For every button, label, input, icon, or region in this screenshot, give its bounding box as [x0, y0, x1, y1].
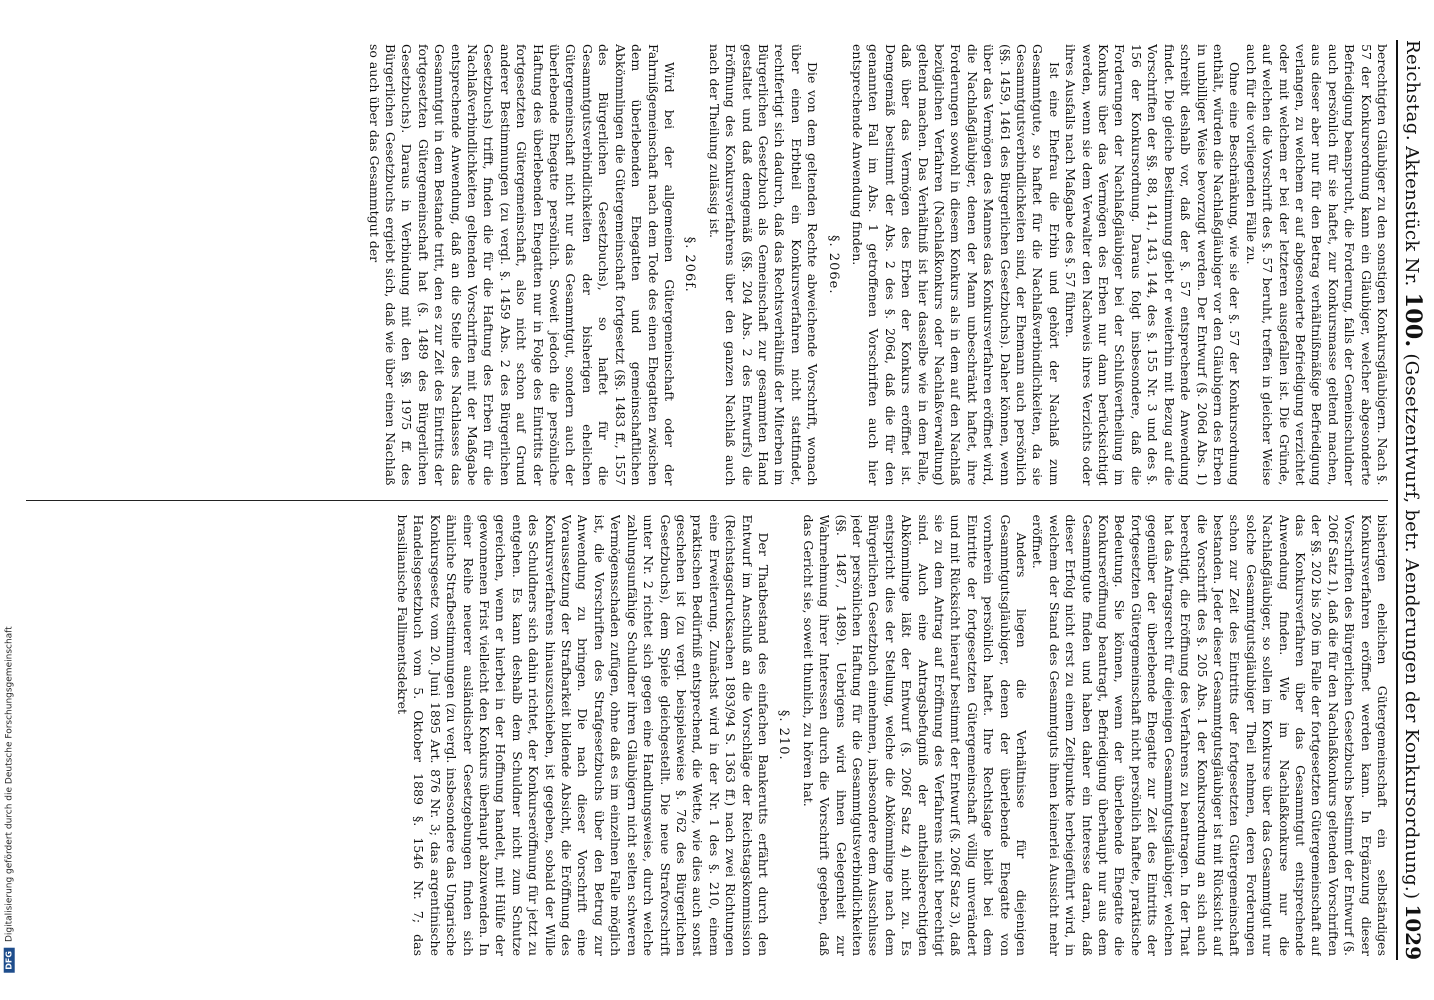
- digitization-note-text: Digitalisierung gefördert durch die Deutsche Forschungsgemeinschaft: [4, 625, 14, 942]
- header-number: 100.: [1400, 292, 1426, 348]
- paragraph: Wird bei der allgemeinen Gütergemeinschaft oder der Fahrnißgemeinschaft nach dem Tode des einen Ehegatten zwischen dem überlebenden Ehegatten und gemeinschaftlichen Abkömmlingen die Gütergemeinschaft fortgesetzt (§§. 1483 ff., 1557 des Bürgerlichen Gesetzbuchs), so haftet für die Gesammtgutsverbindlichkeiten der bisherigen ehelichen Gütergemeinschaft nicht nur das Gesammtgut, sondern auch der überlebende Ehegatte persönlich. Soweit jedoch die persönliche Haftung des überlebenden Ehegatten nur in Folge des Eintritts der fortgesetzten Gütergemeinschaft, also nicht schon auf Grund anderer Bestimmungen (zu vergl. §. 1459 Abs. 2 des Bürgerlichen Gesetzbuchs) trifft, finden die für die Haftung des Erben für die Nachlaßverbindlichkeiten geltenden Vorschriften mit der Maßgabe entsprechende Anwendung, daß an die Stelle des Nachlasses das Gesammtgut in dem Bestande tritt, den es zur Zeit des Eintritts der fortgesetzten Gütergemeinschaft hat (§. 1489 des Bürgerlichen Gesetzbuchs). Daraus in Verbindung mit den §§. 1975 ff. des Bürgerlichen Gesetzbuchs ergiebt sich, daß wie über einen Nachlaß so auch über das Gesammtgut der: [366, 44, 677, 486]
- dfg-logo: DFG: [4, 948, 15, 973]
- section-heading-206f: §. 206f.: [682, 236, 698, 293]
- right-column: [24, 515, 1390, 957]
- left-column: [24, 44, 1390, 486]
- header-center-prefix: Aktenstück Nr.: [1401, 146, 1422, 287]
- paragraph: Die von dem geltenden Rechte abweichende Vorschrift, wonach über einen Erbtheil ein Konkursverfahren nicht stattfindet, rechtfertigt sich dadurch, daß das Rechtsverhältniß der Miterben im Bürgerlichen Gesetzbuch als Gemeinschaft zur gesammten Hand gestaltet und daß demgemäß (§§. 204 Abs. 2 des Entwurfs) die Eröffnung des Konkursverfahrens über den ganzen Nachlaß auch nach der Theilung zulässig ist.: [706, 44, 821, 486]
- paragraph: Der Thatbestand des einfachen Bankerutts erfährt durch den Entwurf im Anschluß an die Vorschläge der Reichstagskommission (Reichstagsdrucksachen 1893/94 S. 1363 ff.) nach zwei Richtungen eine Erweiterung. Zunächst wird in der Nr. 1 des §. 210, einem praktischen Bedürfniß entsprechend, die Wette, wie dies auch sonst geschehen ist (zu vergl. beispielsweise §. 762 des Bürgerlichen Gesetzbuchs), dem Spiele gleichgestellt. Die neue Strafvorschrift unter Nr. 2 richtet sich gegen eine Handlungsweise, durch welche zahlungsunfähige Schuldner ihren Gläubigern nicht selten schweren Vermögensschaden zufügen, ohne daß es im einzelnen Falle möglich ist, die Vorschriften des Strafgesetzbuchs über den Betrug zur Anwendung zu bringen. Die nach dieser Vorschrift eine Voraussetzung der Strafbarkeit bildende Absicht, die Eröffnung des Konkursverfahrens hinauszuschieben, ist gegeben, sobald der Wille des Schuldners sich dahin richtet, der Konkurseröffnung für jetzt zu entgehen. Es kann deshalb dem Schuldner nicht zum Schutze gereichen, wenn er hierbei in der Hoffnung handelt, mit Hülfe der gewonnenen Frist vielleicht den Konkurs überhaupt abzuwenden. In einer Reihe neuerer ausländischer Gesetzgebungen finden sich ähnliche Strafbestimmungen (zu vergl. insbesondere das Ungarische Konkursgesetz vom 20. Juni 1895 Art. 876 Nr. 3; das argentinische Handelsgesetzbuch vom 5. Oktober 1889 §. 1546 Nr. 7; das brasilianische Fallimentsdekret: [395, 514, 771, 956]
- paragraph: bisherigen ehelichen Gütergemeinschaft ein selbständiges Konkursverfahren eröffnet werden kann. In Ergänzung dieser Vorschriften des Bürgerlichen Gesetzbuchs bestimmt der Entwurf (§. 206f Satz 1), daß die für den Nachlaßkonkurs geltenden Vorschriften der §§. 202 bis 206 im Falle der fortgesetzten Gütergemeinschaft auf das Konkursverfahren über das Gesammtgut entsprechende Anwendung finden. Wie im Nachlaßkonkurse nur die Nachlaßgläubiger, so sollen im Konkurse über das Gesammtgut nur solche Gesammtgutsgläubiger Theil nehmen, deren Forderungen schon zur Zeit des Eintritts der fortgesetzten Gütergemeinschaft bestanden. Jeder dieser Gesammtgutsgläubiger ist mit Rücksicht auf die Vorschrift des §. 205 Abs. 1 der Konkursordnung an sich auch berechtigt, die Eröffnung des Verfahrens zu beantragen. In der That hat das Antragsrecht für diejenigen Gesammtgutsgläubiger, welchen gegenüber der überlebende Ehegatte zur Zeit des Eintritts der fortgesetzten Gütergemeinschaft nicht persönlich haftete, praktische Bedeutung. Sie können, wenn der überlebende Ehegatte die Konkurseröffnung beantragt, Befriedigung überhaupt nur aus dem Gesammtgute finden und haben daher ein Interesse daran, daß dieser Erfolg nicht erst zu einem Zeitpunkte herbeigeführt wird, in welchem der Stand des Gesammtguts ihnen keinerlei Aussicht mehr eröffnet.: [1030, 514, 1390, 956]
- header-center: [1400, 146, 1426, 899]
- paragraph: Anders liegen die Verhältnisse für diejenigen Gesammtgutsgläubiger, denen der überlebende Ehegatte von vornherein persönlich haftet. Ihre Rechtslage bleibt bei dem Eintritte der fortgesetzten Gütergemeinschaft völlig unverändert und mit Rücksicht hierauf bestimmt der Entwurf (§. 206f Satz 3), daß sie zu dem Antrag auf Eröffnung des Verfahrens nicht berechtigt sind. Auch eine Antragsbefugniß der antheilsberechtigten Abkömmlinge läßt der Entwurf (§. 206f Satz 4) nicht zu. Es entspricht dies der Stellung, welche die Abkömmlinge nach dem Bürgerlichen Gesetzbuch einnehmen, insbesondere dem Ausschlusse jeder persönlichen Haftung für die Gesammtgutsverbindlichkeiten (§§. 1487, 1489). Uebrigens wird ihnen Gelegenheit zur Wahrnehmung ihrer Interessen durch die Vorschrift gegeben, daß das Gericht sie, soweit thunlich, zu hören hat.: [800, 514, 1030, 956]
- running-head: [1396, 40, 1428, 960]
- page-number: 1029: [1401, 904, 1425, 960]
- header-left: Reichstag.: [1402, 40, 1424, 142]
- section-heading-210: §. 210.: [776, 709, 792, 761]
- paragraph: Ohne eine Beschränkung, wie sie der §. 57 der Konkursordnung enthält, würden die Nachlaßgläubiger vor den Gläubigern des Erben in unbilliger Weise bevorzugt werden. Der Entwurf (§. 206d Abs. 1) schreibt deshalb vor, daß der §. 57 entsprechende Anwendung findet. Die gleiche Bestimmung giebt er weiterhin mit Bezug auf die Vorschriften der §§. 88, 141, 143, 144, des §. 155 Nr. 3 und des §. 156 der Konkursordnung. Daraus folgt insbesondere, daß die Forderungen der Nachlaßgläubiger bei der Schlußvertheilung im Konkurs über das Vermögen des Erben nur dann berücksichtigt werden, wenn sie dem Verwalter den Nachweis ihres Verzichts oder ihres Ausfalls nach Maßgabe des §. 57 führen.: [1063, 44, 1243, 486]
- text-columns: [24, 44, 1390, 956]
- column-divider: [26, 500, 1388, 501]
- header-center-suffix: (Gesetzentwurf, betr. Aenderungen der Konkursordnung.): [1401, 353, 1422, 900]
- rotated-page: [8, 0, 1434, 1000]
- paragraph: berechtigten Gläubiger zu den sonstigen Konkursgläubigern. Nach §. 57 der Konkursordnung kann ein Gläubiger, welcher abgesonderte Befriedigung beansprucht, die Forderung, falls der Gemeinschuldner auch persönlich für sie haftet, zur Konkursmasse geltend machen, aus dieser aber nur für den Betrag verhältnißmäßige Befriedigung verlangen, zu welchem er auf abgesonderte Befriedigung verzichtet oder mit welchem er bei der letzteren ausgefallen ist. Die Gründe, auf welchen die Vorschrift des §. 57 beruht, treffen in gleicher Weise auch für die vorliegenden Fälle zu.: [1243, 44, 1390, 486]
- section-heading-206e: §. 206e.: [825, 235, 841, 295]
- paragraph: Ist eine Ehefrau die Erbin und gehört der Nachlaß zum Gesammtgute, so haftet für die Nachlaßverbindlichkeiten, da sie Gesammtgutsverbindlichkeiten sind, der Ehemann auch persönlich (§§. 1459, 1461 des Bürgerlichen Gesetzbuchs). Daher können, wenn über das Vermögen des Mannes das Konkursverfahren eröffnet wird, die Nachlaßgläubiger, denen der Mann unbeschränkt haftet, ihre Forderungen sowohl in diesem Konkurs als in dem auf den Nachlaß bezüglichen Verfahren (Nachlaßkonkurs oder Nachlaßverwaltung) geltend machen. Das Verhältniß ist hier dasselbe wie in dem Falle, daß über das Vermögen des Erben der Konkurs eröffnet ist. Demgemäß bestimmt der Abs. 2 des §. 206d, daß die für den genannten Fall im Abs. 1 getroffenen Vorschriften auch hier entsprechende Anwendung finden.: [850, 44, 1062, 486]
